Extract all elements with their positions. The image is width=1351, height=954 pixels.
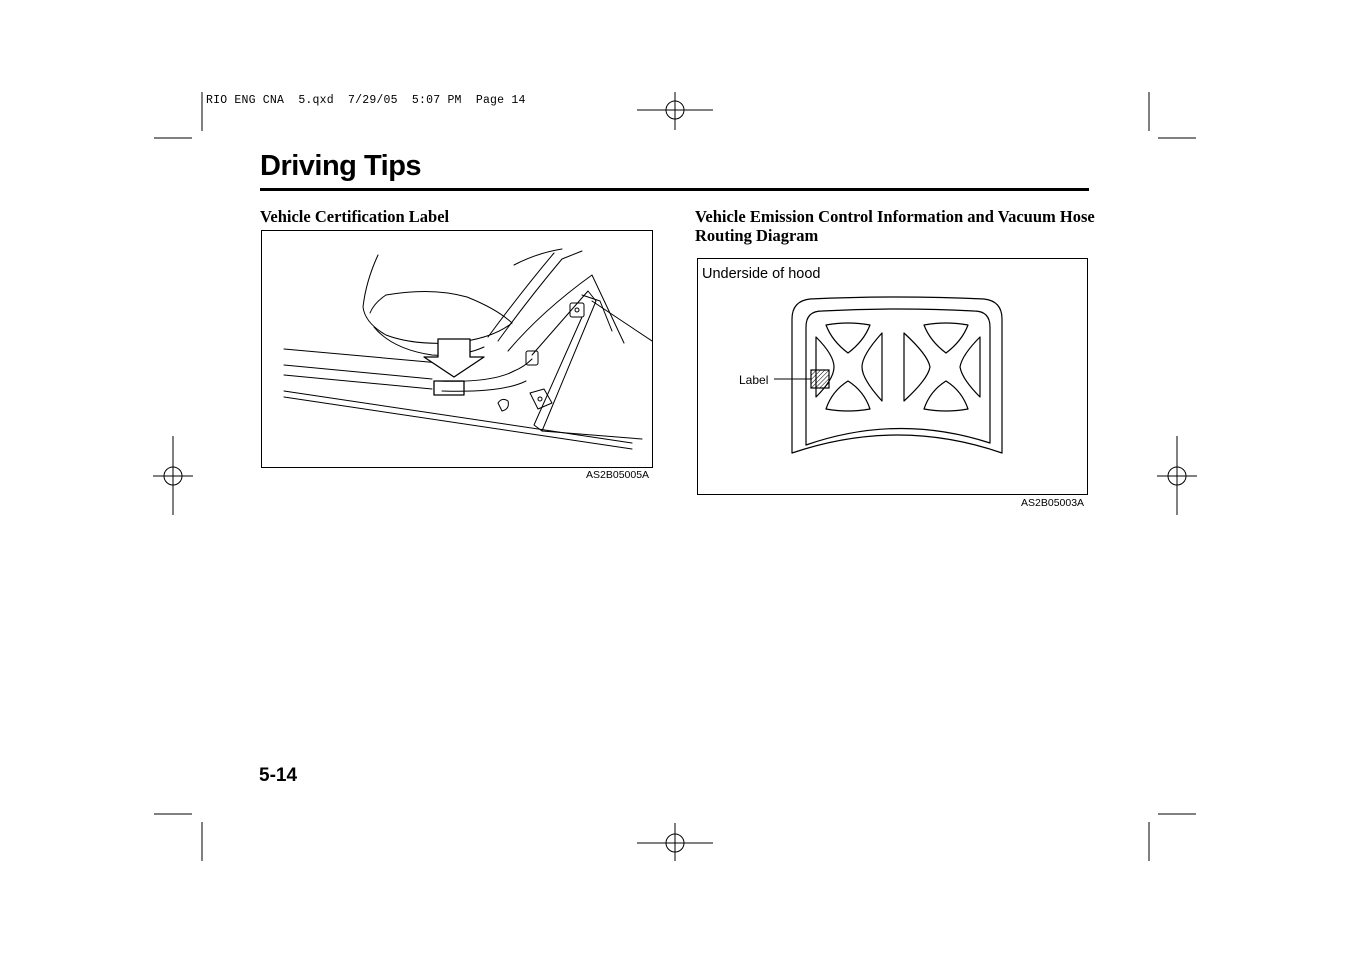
arrow-down-icon xyxy=(424,339,484,377)
figure-code-left: AS2B05005A xyxy=(586,469,650,481)
section-heading-certification: Vehicle Certification Label xyxy=(260,207,450,226)
registration-target-bottom xyxy=(637,823,713,861)
page-number: 5-14 xyxy=(259,765,298,786)
print-slug: RIO ENG CNA 5.qxd 7/29/05 5:07 PM Page 14 xyxy=(206,94,526,107)
figure-code-right: AS2B05003A xyxy=(1021,497,1085,509)
page-title: Driving Tips xyxy=(260,150,422,182)
registration-target-right xyxy=(1157,436,1197,515)
label-callout: Label xyxy=(739,373,769,387)
door-jamb-illustration xyxy=(262,231,652,467)
registration-target-top xyxy=(637,92,713,130)
registration-target-left xyxy=(153,436,193,515)
certification-label-figure xyxy=(261,230,653,468)
label-location-marker xyxy=(811,370,829,388)
hood-figure-caption: Underside of hood xyxy=(702,266,821,282)
title-rule xyxy=(260,188,1089,191)
section-heading-emission: Vehicle Emission Control Information and Vacuum Hose Routing Diagram xyxy=(695,207,1095,245)
